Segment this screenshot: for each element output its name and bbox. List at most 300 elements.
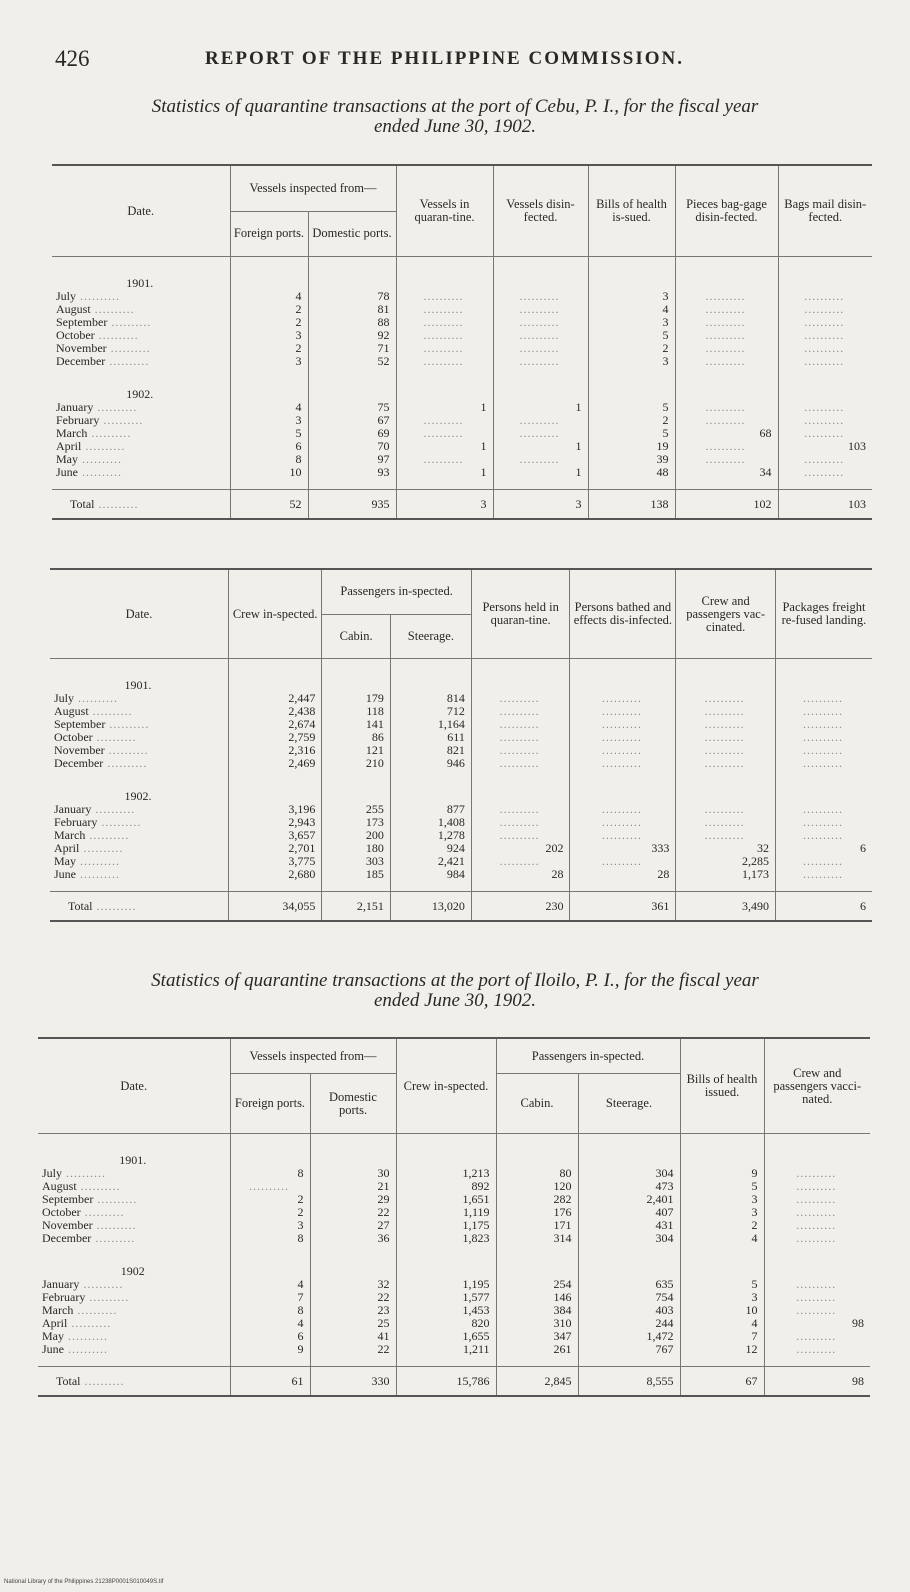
month-label: December (54, 756, 104, 770)
cebu-caption-line2: ended June 30, 1902. (374, 116, 536, 137)
cell-pack: .......... (775, 855, 872, 868)
cell-domestic: 75 (308, 401, 396, 414)
cell-vacc: .......... (764, 1167, 870, 1180)
total-held: 230 (471, 892, 570, 922)
cebu-persons-table (50, 568, 872, 922)
year-label: 1902 (120, 1264, 145, 1278)
cell-dis: .......... (493, 414, 588, 427)
table-row (38, 1180, 870, 1193)
cell-bills: 2 (588, 342, 675, 355)
month-label: January (54, 802, 92, 816)
cell-foreign: 4 (230, 1278, 310, 1291)
cell-quar: .......... (396, 355, 493, 368)
cell-foreign: 3 (230, 414, 308, 427)
cell-quar: .......... (396, 290, 493, 303)
col-cabin: Cabin. (496, 1074, 578, 1134)
cell-crew: 2,701 (229, 842, 322, 855)
cell-foreign: .......... (230, 1180, 310, 1193)
cell-bills: 3 (588, 355, 675, 368)
cell-domestic: 71 (308, 342, 396, 355)
cell-bills: 39 (588, 453, 675, 466)
month-label: November (54, 743, 105, 757)
cell-vacc: .......... (676, 718, 776, 731)
leader-dots: .......... (78, 452, 122, 466)
year-label: 1902. (124, 789, 152, 803)
cell-foreign: 8 (230, 1167, 310, 1180)
col-quarantine: Vessels in quaran-tine. (396, 165, 493, 257)
cell-steer: 304 (578, 1167, 680, 1180)
cell-domestic: 52 (308, 355, 396, 368)
cell-bag: .......... (675, 414, 778, 427)
table-row (52, 453, 872, 466)
col-disinfected: Vessels disin-fected. (493, 165, 588, 257)
col-crew: Crew in-spected. (229, 569, 322, 659)
col-bills: Bills of health is-sued. (588, 165, 675, 257)
table-row (52, 355, 872, 368)
cell-quar: 1 (396, 466, 493, 479)
cell-bathed: .......... (570, 744, 676, 757)
cell-held: .......... (471, 855, 570, 868)
cell-domestic: 23 (310, 1304, 396, 1317)
cell-pack: .......... (775, 718, 872, 731)
leader-dots: .......... (76, 289, 121, 303)
leader-dots: .......... (85, 828, 130, 842)
cell-vacc: .......... (764, 1291, 870, 1304)
total-mail: 103 (778, 490, 872, 520)
cell-dis: .......... (493, 427, 588, 440)
cell-foreign: 4 (230, 1317, 310, 1330)
total-foreign: 52 (230, 490, 308, 520)
leader-dots: .......... (99, 413, 144, 427)
cell-bills: 2 (588, 414, 675, 427)
cell-mail: 103 (778, 440, 872, 453)
total-pack: 6 (775, 892, 872, 922)
cell-bathed: .......... (570, 718, 676, 731)
cell-crew: 1,119 (396, 1206, 496, 1219)
cell-bathed: .......... (570, 829, 676, 842)
cell-cabin: 120 (496, 1180, 578, 1193)
cell-foreign: 8 (230, 453, 308, 466)
cell-held: 28 (471, 868, 570, 881)
table-row (38, 1206, 870, 1219)
total-cabin: 2,845 (496, 1367, 578, 1397)
cell-cabin: 121 (322, 744, 391, 757)
cell-steer: 431 (578, 1219, 680, 1232)
cell-steer: 1,278 (390, 829, 471, 842)
iloilo-table (38, 1037, 870, 1397)
month-label: October (42, 1205, 81, 1219)
cell-domestic: 32 (310, 1278, 396, 1291)
cebu-caption (30, 97, 880, 137)
cell-cabin: 176 (496, 1206, 578, 1219)
cell-domestic: 41 (310, 1330, 396, 1343)
month-label: October (56, 328, 95, 342)
cebu-vessels-table (52, 164, 872, 520)
cell-bag: 34 (675, 466, 778, 479)
cell-bills: 5 (588, 427, 675, 440)
cell-dis: .......... (493, 355, 588, 368)
cell-pack: .......... (775, 731, 872, 744)
cell-bills: 4 (680, 1232, 764, 1245)
cell-dis: .......... (493, 453, 588, 466)
cell-steer: 712 (390, 705, 471, 718)
cell-bathed: .......... (570, 731, 676, 744)
cell-crew: 2,943 (229, 816, 322, 829)
cell-pack: .......... (775, 692, 872, 705)
col-crew: Crew in-spected. (396, 1038, 496, 1134)
cell-cabin: 310 (496, 1317, 578, 1330)
cell-crew: 1,577 (396, 1291, 496, 1304)
total-quar: 3 (396, 490, 493, 520)
table-row (38, 1193, 870, 1206)
month-label: July (54, 691, 75, 705)
leader-dots: .......... (92, 1218, 137, 1232)
cell-crew: 1,213 (396, 1167, 496, 1180)
cell-pack: 6 (775, 842, 872, 855)
cell-cabin: 200 (322, 829, 391, 842)
year-label: 1901. (126, 276, 154, 290)
cell-domestic: 88 (308, 316, 396, 329)
cell-crew: 892 (396, 1180, 496, 1193)
cell-bills: 3 (680, 1193, 764, 1206)
cell-crew: 3,775 (229, 855, 322, 868)
total-bag: 102 (675, 490, 778, 520)
month-label: May (54, 854, 76, 868)
cell-dis: .......... (493, 316, 588, 329)
cell-steer: 1,472 (578, 1330, 680, 1343)
month-label: February (54, 815, 98, 829)
cell-steer: 946 (390, 757, 471, 770)
cell-dis: .......... (493, 290, 588, 303)
cell-vacc: .......... (676, 757, 776, 770)
cell-crew: 820 (396, 1317, 496, 1330)
cell-cabin: 254 (496, 1278, 578, 1291)
cell-bills: 19 (588, 440, 675, 453)
cell-bills: 4 (680, 1317, 764, 1330)
cell-held: .......... (471, 692, 570, 705)
month-label: March (54, 828, 86, 842)
cell-dis: 1 (493, 440, 588, 453)
total-row (38, 1367, 870, 1397)
cell-vacc: .......... (676, 816, 776, 829)
leader-dots: .......... (105, 354, 150, 368)
cell-vacc: .......... (764, 1330, 870, 1343)
cell-foreign: 8 (230, 1232, 310, 1245)
cell-quar: .......... (396, 329, 493, 342)
cell-mail: .......... (778, 453, 872, 466)
cell-vacc: .......... (764, 1193, 870, 1206)
cell-mail: .......... (778, 303, 872, 316)
leader-dots: .......... (94, 496, 139, 511)
cell-crew: 2,759 (229, 731, 322, 744)
cell-bills: 7 (680, 1330, 764, 1343)
month-label: September (56, 315, 108, 329)
cell-cabin: 173 (322, 816, 391, 829)
cell-cabin: 118 (322, 705, 391, 718)
cell-crew: 2,680 (229, 868, 322, 881)
cell-steer: 754 (578, 1291, 680, 1304)
total-bills: 67 (680, 1367, 764, 1397)
cell-foreign: 7 (230, 1291, 310, 1304)
cell-foreign: 2 (230, 1193, 310, 1206)
cell-bills: 5 (588, 401, 675, 414)
cell-cabin: 282 (496, 1193, 578, 1206)
leader-dots: .......... (90, 302, 135, 316)
cell-foreign: 3 (230, 329, 308, 342)
cell-mail: .......... (778, 316, 872, 329)
cell-pack: .......... (775, 705, 872, 718)
cell-pack: .......... (775, 744, 872, 757)
cell-bills: 3 (680, 1291, 764, 1304)
cell-bathed: .......... (570, 816, 676, 829)
cell-quar: .......... (396, 316, 493, 329)
cell-steer: 635 (578, 1278, 680, 1291)
cell-crew: 3,196 (229, 803, 322, 816)
leader-dots: .......... (92, 898, 137, 913)
leader-dots: .......... (81, 439, 126, 453)
cell-steer: 984 (390, 868, 471, 881)
leader-dots: .......... (78, 465, 122, 479)
cell-cabin: 384 (496, 1304, 578, 1317)
col-vessels-group: Vessels inspected from— (230, 165, 396, 211)
col-passengers-group: Passengers in-spected. (496, 1038, 680, 1074)
cell-steer: 407 (578, 1206, 680, 1219)
table-row (38, 1167, 870, 1180)
cell-foreign: 2 (230, 303, 308, 316)
cell-held: .......... (471, 816, 570, 829)
cell-bathed: 333 (570, 842, 676, 855)
total-label: Total (70, 496, 95, 511)
col-bills: Bills of health issued. (680, 1038, 764, 1134)
cell-crew: 1,211 (396, 1343, 496, 1356)
cell-bag: .......... (675, 401, 778, 414)
cell-bills: 5 (680, 1278, 764, 1291)
cell-quar: .......... (396, 427, 493, 440)
month-label: November (42, 1218, 93, 1232)
table-row (38, 1219, 870, 1232)
cell-cabin: 80 (496, 1167, 578, 1180)
cell-bag: .......... (675, 453, 778, 466)
cell-domestic: 27 (310, 1219, 396, 1232)
cell-steer: 304 (578, 1232, 680, 1245)
cell-dis: 1 (493, 466, 588, 479)
cell-vacc: 1,173 (676, 868, 776, 881)
leader-dots: .......... (104, 743, 149, 757)
cell-bag: 68 (675, 427, 778, 440)
cell-crew: 1,651 (396, 1193, 496, 1206)
month-label: August (54, 704, 89, 718)
cell-bag: .......... (675, 290, 778, 303)
cell-steer: 767 (578, 1343, 680, 1356)
cell-cabin: 255 (322, 803, 391, 816)
leader-dots: .......... (79, 841, 124, 855)
month-label: October (54, 730, 93, 744)
month-label: May (56, 452, 78, 466)
cell-steer: 2,401 (578, 1193, 680, 1206)
cell-mail: .......... (778, 355, 872, 368)
cell-steer: 821 (390, 744, 471, 757)
month-label: April (56, 439, 82, 453)
leader-dots: .......... (74, 691, 119, 705)
cell-pack: .......... (775, 803, 872, 816)
table-row (50, 757, 872, 770)
cell-crew: 1,195 (396, 1278, 496, 1291)
cell-bills: 3 (680, 1206, 764, 1219)
cell-foreign: 9 (230, 1343, 310, 1356)
cell-domestic: 69 (308, 427, 396, 440)
cell-foreign: 3 (230, 355, 308, 368)
cell-cabin: 347 (496, 1330, 578, 1343)
cell-bills: 5 (588, 329, 675, 342)
leader-dots: .......... (97, 815, 142, 829)
cell-mail: .......... (778, 401, 872, 414)
month-label: May (42, 1329, 64, 1343)
col-bathed: Persons bathed and effects dis-infected. (570, 569, 676, 659)
leader-dots: .......... (67, 1316, 112, 1330)
table-row (38, 1304, 870, 1317)
cell-vacc: .......... (676, 705, 776, 718)
total-steer: 8,555 (578, 1367, 680, 1397)
cell-held: .......... (471, 757, 570, 770)
cell-bills: 3 (588, 316, 675, 329)
col-date: Date. (52, 165, 230, 257)
month-label: September (42, 1192, 94, 1206)
leader-dots: .......... (64, 1329, 108, 1343)
leader-dots: .......... (85, 1290, 130, 1304)
iloilo-caption-line2: ended June 30, 1902. (374, 990, 536, 1011)
total-crew: 34,055 (229, 892, 322, 922)
cell-bills: 2 (680, 1219, 764, 1232)
cell-foreign: 5 (230, 427, 308, 440)
cell-mail: .......... (778, 342, 872, 355)
col-held: Persons held in quaran-tine. (471, 569, 570, 659)
cell-foreign: 6 (230, 1330, 310, 1343)
iloilo-caption (30, 971, 880, 1011)
month-label: April (42, 1316, 68, 1330)
cell-vacc: .......... (676, 731, 776, 744)
cell-steer: 1,408 (390, 816, 471, 829)
month-label: July (42, 1166, 63, 1180)
leader-dots: .......... (103, 756, 148, 770)
cell-foreign: 8 (230, 1304, 310, 1317)
cell-vacc: .......... (676, 744, 776, 757)
month-label: July (56, 289, 77, 303)
col-vessels-group: Vessels inspected from— (230, 1038, 396, 1074)
leader-dots: .......... (105, 717, 150, 731)
leader-dots: .......... (87, 426, 132, 440)
cell-mail: .......... (778, 290, 872, 303)
year-label: 1901. (119, 1153, 147, 1167)
month-label: January (56, 400, 94, 414)
leader-dots: .......... (93, 1192, 138, 1206)
table-row (38, 1232, 870, 1245)
cell-bills: 48 (588, 466, 675, 479)
cell-domestic: 36 (310, 1232, 396, 1245)
month-label: March (42, 1303, 74, 1317)
month-label: December (56, 354, 106, 368)
cell-steer: 403 (578, 1304, 680, 1317)
total-label: Total (56, 1373, 81, 1388)
cell-crew: 1,823 (396, 1232, 496, 1245)
cell-held: 202 (471, 842, 570, 855)
cell-vacc: 32 (676, 842, 776, 855)
total-vacc: 98 (764, 1367, 870, 1397)
iloilo-caption-line1: Statistics of quarantine transactions at the port of Iloilo, P. I., for the fiscal year (151, 970, 759, 991)
cell-mail: .......... (778, 414, 872, 427)
cell-crew: 2,674 (229, 718, 322, 731)
cell-domestic: 78 (308, 290, 396, 303)
cell-vacc: 2,285 (676, 855, 776, 868)
cell-held: .......... (471, 705, 570, 718)
leader-dots: .......... (62, 1166, 107, 1180)
cell-pack: .......... (775, 868, 872, 881)
cell-bills: 12 (680, 1343, 764, 1356)
cell-steer: 2,421 (390, 855, 471, 868)
cell-pack: .......... (775, 757, 872, 770)
table-row (38, 1278, 870, 1291)
cell-bathed: .......... (570, 692, 676, 705)
cebu-caption-line1: Statistics of quarantine transactions at the port of Cebu, P. I., for the fiscal year (151, 96, 759, 117)
total-domestic: 935 (308, 490, 396, 520)
leader-dots: .......... (80, 1373, 125, 1388)
col-baggage: Pieces bag-gage disin-fected. (675, 165, 778, 257)
cell-vacc: .......... (764, 1278, 870, 1291)
cell-vacc: .......... (764, 1232, 870, 1245)
cell-bathed: .......... (570, 803, 676, 816)
cell-domestic: 22 (310, 1206, 396, 1219)
cell-steer: 611 (390, 731, 471, 744)
page-number: 426 (55, 46, 90, 71)
cell-pack: .......... (775, 829, 872, 842)
month-label: February (42, 1290, 86, 1304)
cell-cabin: 185 (322, 868, 391, 881)
cell-crew: 1,175 (396, 1219, 496, 1232)
leader-dots: .......... (76, 867, 120, 881)
cell-mail: .......... (778, 466, 872, 479)
cell-domestic: 30 (310, 1167, 396, 1180)
cell-foreign: 3 (230, 1219, 310, 1232)
cell-bathed: .......... (570, 705, 676, 718)
cell-foreign: 2 (230, 1206, 310, 1219)
total-bills: 138 (588, 490, 675, 520)
cell-bag: .......... (675, 316, 778, 329)
month-label: June (56, 465, 78, 479)
month-label: March (56, 426, 88, 440)
cell-vacc: .......... (764, 1343, 870, 1356)
table-row (38, 1343, 870, 1356)
leader-dots: .......... (79, 1277, 124, 1291)
leader-dots: .......... (91, 1231, 136, 1245)
month-label: August (56, 302, 91, 316)
total-steer: 13,020 (390, 892, 471, 922)
cell-crew: 1,453 (396, 1304, 496, 1317)
cell-bag: .......... (675, 342, 778, 355)
month-label: August (42, 1179, 77, 1193)
cell-domestic: 92 (308, 329, 396, 342)
total-crew: 15,786 (396, 1367, 496, 1397)
running-head: REPORT OF THE PHILIPPINE COMMISSION. (205, 48, 685, 69)
total-bathed: 361 (570, 892, 676, 922)
cell-cabin: 141 (322, 718, 391, 731)
col-vaccinated: Crew and passengers vacci-nated. (764, 1038, 870, 1134)
leader-dots: .......... (92, 730, 137, 744)
cell-vacc: .......... (764, 1180, 870, 1193)
cell-steer: 244 (578, 1317, 680, 1330)
col-passengers-group: Passengers in-spected. (322, 569, 471, 614)
leader-dots: .......... (73, 1303, 118, 1317)
cell-bathed: 28 (570, 868, 676, 881)
leader-dots: .......... (93, 400, 138, 414)
